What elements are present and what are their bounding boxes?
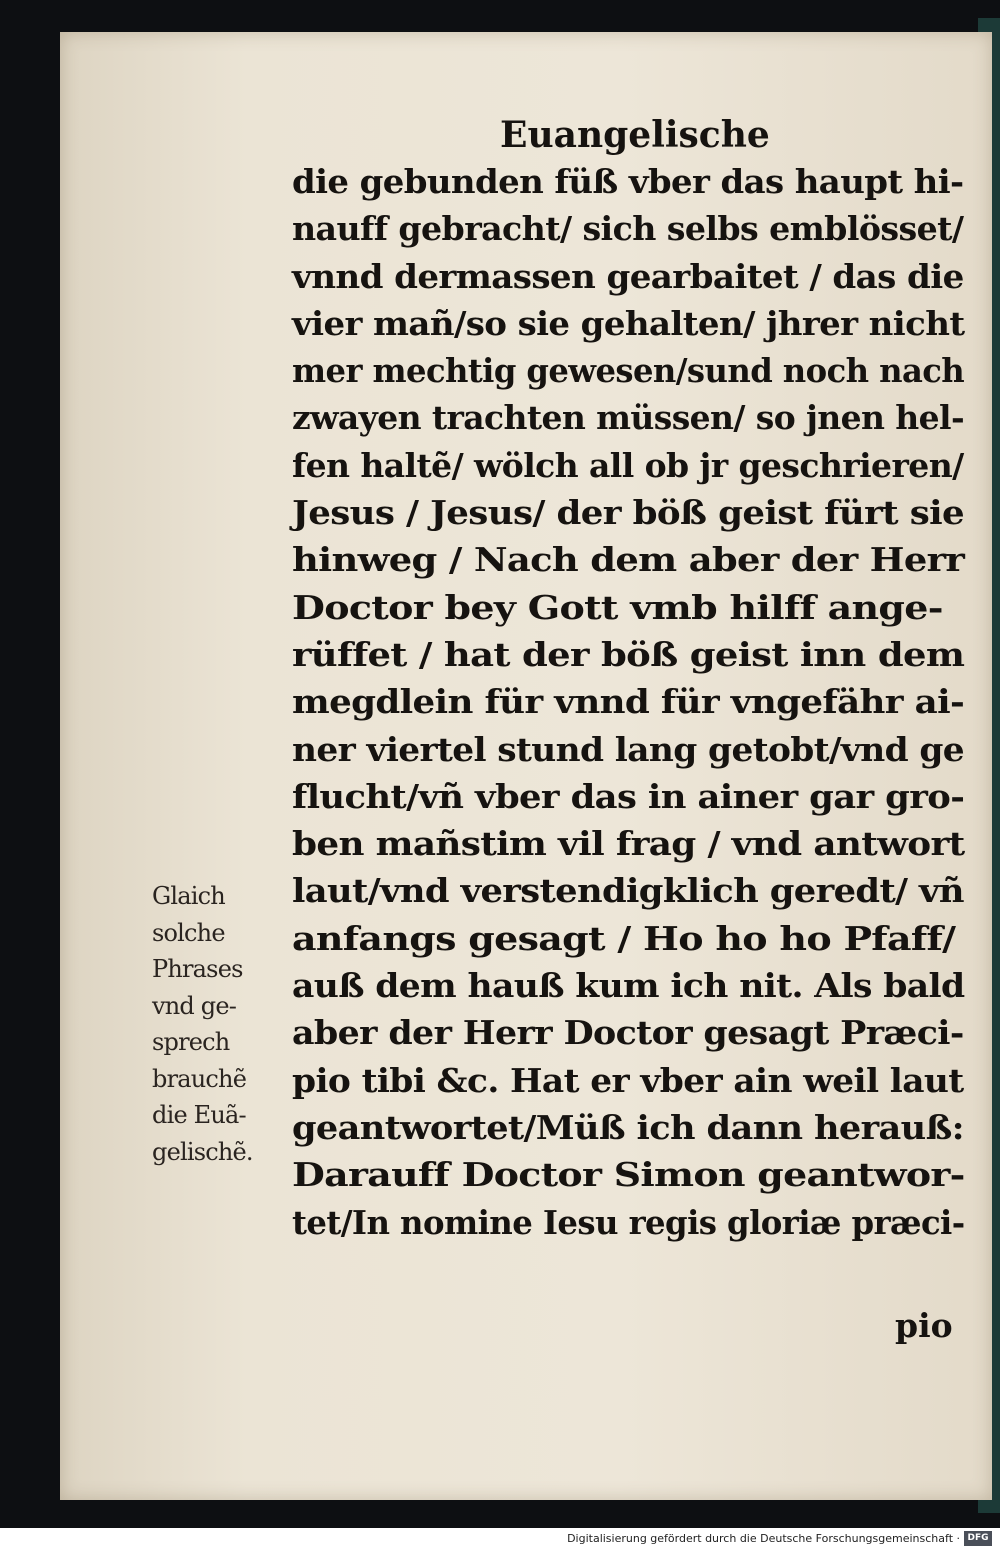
- text-line: Jesus / Jesus/ der böß geist fürt sie: [292, 493, 965, 533]
- body-text: [292, 158, 972, 1246]
- text-line: fen haltẽ/ wölch all ob jr geschrieren/: [292, 445, 964, 485]
- text-line: pio tibi &c. Hat er vber ain weil laut: [292, 1060, 964, 1100]
- text-line: laut/vnd verstendigklich geredt/ vñ: [292, 871, 964, 911]
- catchword: pio: [895, 1306, 953, 1345]
- book-page: [60, 32, 992, 1500]
- text-line: aber der Herr Doctor gesagt Præci‑: [292, 1013, 964, 1053]
- text-line: anfangs gesagt / Ho ho ho Pfaff/: [292, 918, 956, 958]
- funding-credit: Digitalisierung gefördert durch die Deutsche Forschungsgemeinschaft ·: [567, 1532, 960, 1545]
- marginal-note-line: gelischẽ.: [152, 1137, 253, 1166]
- text-line: ner viertel stund lang getobt/vnd ge: [292, 729, 965, 769]
- marginal-note-line: die Euã‑: [152, 1101, 246, 1129]
- text-line: ben mañstim vil frag / vnd antwort: [292, 824, 965, 864]
- marginal-note-line: solche: [152, 918, 225, 947]
- text-line: Darauff Doctor Simon geantwor‑: [292, 1155, 965, 1195]
- text-line: megdlein für vnnd für vngefähr ai‑: [292, 682, 965, 722]
- text-line: mer mechtig gewesen/sund noch nach: [292, 351, 965, 391]
- marginal-note-line: Glaich: [152, 882, 225, 910]
- text-line: die gebunden füß vber das haupt hi‑: [292, 162, 964, 201]
- text-line: flucht/vñ vber das in ainer gar gro‑: [292, 776, 965, 816]
- text-line: vier mañ/so sie gehalten/ jhrer nicht: [292, 303, 965, 343]
- text-line: auß dem hauß kum ich nit. Als bald: [292, 966, 965, 1006]
- text-line: Doctor bey Gott vmb hilff ange‑: [292, 587, 943, 627]
- running-head: Euangelische: [500, 114, 770, 156]
- text-line: tet/In nomine Iesu regis gloriæ præci‑: [292, 1202, 965, 1242]
- marginal-note: [152, 878, 287, 1170]
- marginal-note-line: Phrases: [152, 955, 243, 983]
- marginal-note-line: vnd ge‑: [152, 991, 237, 1020]
- text-line: vnnd dermassen gearbaitet / das die: [292, 256, 964, 296]
- text-line: geantwortet/Müß ich dann herauß:: [292, 1107, 964, 1147]
- text-line: hinweg / Nach dem aber der Herr: [292, 540, 965, 580]
- text-line: nauff gebracht/ sich selbs emblösset/: [292, 209, 964, 249]
- dfg-logo: DFG: [964, 1531, 992, 1546]
- footer-bar: [0, 1528, 1000, 1550]
- marginal-note-line: brauchẽ: [152, 1064, 247, 1093]
- text-line: zwayen trachten müssen/ so jnen hel‑: [292, 398, 965, 438]
- marginal-note-line: sprech: [152, 1028, 230, 1056]
- text-line: rüffet / hat der böß geist inn dem: [292, 634, 965, 674]
